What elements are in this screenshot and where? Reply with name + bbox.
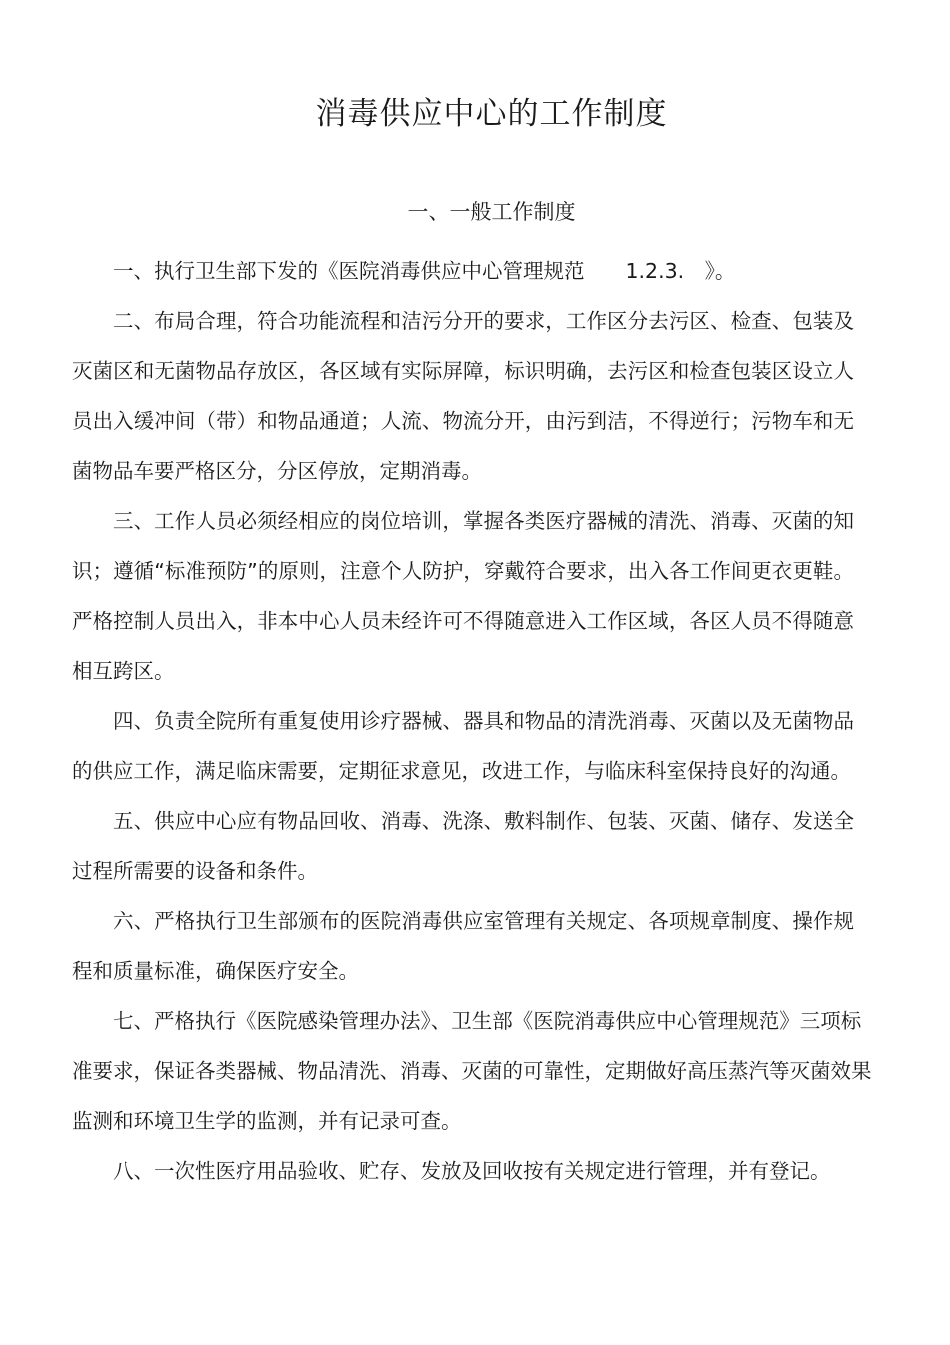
paragraph-6: 六、严格执行卫生部颁布的医院消毒供应室管理有关规定、各项规章制度、操作规程和质量标准，确保医疗安全。 [72,909,854,983]
paragraph-8: 八、一次性医疗用品验收、贮存、发放及回收按有关规定进行管理，并有登记。 [113,1159,831,1183]
document-body [72,246,872,1196]
paragraph-7: 七、严格执行《医院感染管理办法》、卫生部《医院消毒供应中心管理规范》三项标准要求，保证各类器械、物品清洗、消毒、灭菌的可靠性，定期做好高压蒸汽等灭菌效果监测和环境卫生学的监测，并有记录可查。 [72,1009,872,1133]
paragraph-4: 四、负责全院所有重复使用诊疗器械、器具和物品的清洗消毒、灭菌以及无菌物品的供应工作，满足临床需要，定期征求意见，改进工作，与临床科室保持良好的沟通。 [72,709,854,783]
paragraph-2: 二、布局合理，符合功能流程和洁污分开的要求，工作区分去污区、检查、包装及灭菌区和无菌物品存放区，各区域有实际屏障，标识明确，去污区和检查包装区设立人员出入缓冲间（带）和物品通道；人流、物流分开，由污到洁，不得逆行；污物车和无菌物品车要严格区分，分区停放，定期消毒。 [72,309,854,483]
paragraph-1: 一、执行卫生部下发的《医院消毒供应中心管理规范 1.2.3. 》。 [113,259,736,283]
paragraph-5: 五、供应中心应有物品回收、消毒、洗涤、敷料制作、包装、灭菌、储存、发送全过程所需要的设备和条件。 [72,809,854,883]
section-title: 一、一般工作制度 [407,200,576,224]
paragraph-3: 三、工作人员必须经相应的岗位培训，掌握各类医疗器械的清洗、消毒、灭菌的知识；遵循“标准预防”的原则，注意个人防护，穿戴符合要求，出入各工作间更衣更鞋。严格控制人员出入，非本中心人员未经许可不得随意进入工作区域，各区人员不得随意相互跨区。 [72,509,854,683]
document-title: 消毒供应中心的工作制度 [315,96,668,132]
